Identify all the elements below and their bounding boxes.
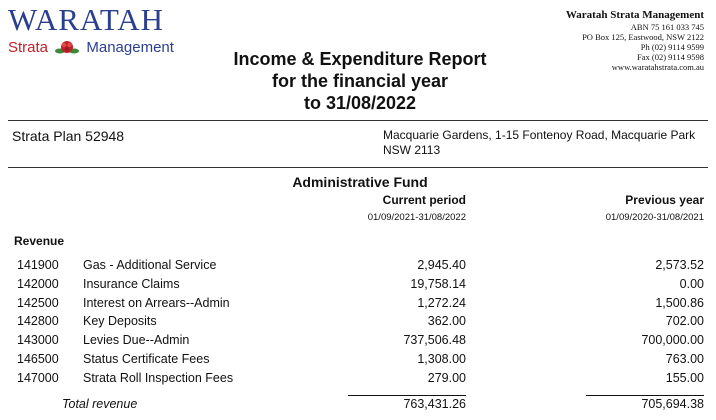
previous-amount: 2,573.52 bbox=[655, 258, 704, 272]
table-row bbox=[0, 256, 716, 275]
table-row bbox=[0, 350, 716, 369]
waratah-flower-icon bbox=[54, 39, 80, 55]
report-title-line-1: Income & Expenditure Report bbox=[233, 49, 487, 69]
account-code: 141900 bbox=[17, 258, 59, 272]
revenue-table bbox=[0, 256, 716, 388]
strata-plan-address: Macquarie Gardens, 1-15 Fontenoy Road, Macquarie Park NSW 2113 bbox=[383, 128, 696, 157]
account-description: Status Certificate Fees bbox=[83, 351, 210, 366]
logo-strata-text: Strata bbox=[8, 39, 49, 56]
account-code: 142800 bbox=[17, 314, 59, 329]
account-code: 143000 bbox=[17, 333, 59, 348]
previous-amount: 0.00 bbox=[679, 276, 704, 291]
company-abn: ABN 75 161 033 745 bbox=[630, 22, 704, 32]
previous-amount: 702.00 bbox=[665, 314, 704, 329]
company-logo bbox=[8, 4, 178, 59]
table-row bbox=[0, 294, 716, 313]
account-code: 146500 bbox=[17, 351, 59, 366]
account-description: Key Deposits bbox=[83, 314, 157, 329]
report-title bbox=[210, 48, 510, 114]
account-description: Insurance Claims bbox=[83, 276, 180, 291]
report-title-line-2: for the financial year bbox=[271, 71, 449, 91]
account-code: 142500 bbox=[17, 295, 59, 310]
table-row bbox=[0, 312, 716, 331]
previous-total-rule bbox=[586, 395, 704, 396]
current-amount: 362.00 bbox=[427, 314, 466, 329]
header-divider bbox=[8, 120, 708, 121]
company-details bbox=[484, 9, 704, 72]
total-revenue-previous: 705,694.38 bbox=[641, 397, 704, 411]
current-amount: 2,945.40 bbox=[417, 258, 466, 272]
previous-amount: 763.00 bbox=[665, 351, 704, 366]
table-row bbox=[0, 331, 716, 350]
current-period-header: Current period bbox=[382, 193, 466, 207]
account-code: 147000 bbox=[17, 370, 59, 385]
company-po-box: PO Box 125, Eastwood, NSW 2122 bbox=[582, 32, 704, 42]
account-description: Interest on Arrears--Admin bbox=[83, 295, 230, 310]
account-description: Gas - Additional Service bbox=[83, 258, 217, 272]
current-total-rule bbox=[348, 395, 466, 396]
current-amount: 737,506.48 bbox=[403, 333, 466, 348]
previous-amount: 700,000.00 bbox=[641, 333, 704, 348]
previous-year-header: Previous year bbox=[625, 193, 704, 207]
company-name: Waratah Strata Management bbox=[565, 9, 704, 21]
current-amount: 1,272.24 bbox=[417, 295, 466, 310]
previous-year-dates: 01/09/2020-31/08/2021 bbox=[605, 212, 704, 223]
plan-divider bbox=[8, 167, 708, 168]
fund-title: Administrative Fund bbox=[292, 174, 428, 190]
logo-subtitle bbox=[8, 39, 174, 57]
total-revenue-label: Total revenue bbox=[62, 397, 138, 411]
current-amount: 19,758.14 bbox=[410, 276, 466, 291]
current-period-dates: 01/09/2021-31/08/2022 bbox=[367, 212, 466, 223]
current-amount: 1,308.00 bbox=[417, 351, 466, 366]
report-title-line-3: to 31/08/2022 bbox=[303, 93, 417, 113]
logo-management-text: Management bbox=[86, 39, 174, 56]
account-code: 142000 bbox=[17, 276, 59, 291]
previous-amount: 155.00 bbox=[665, 370, 704, 385]
account-description: Levies Due--Admin bbox=[83, 333, 190, 348]
total-revenue-current: 763,431.26 bbox=[403, 397, 466, 411]
company-fax: Fax (02) 9114 9598 bbox=[637, 52, 704, 62]
company-phone: Ph (02) 9114 9599 bbox=[640, 42, 704, 52]
strata-plan-name: Strata Plan 52948 bbox=[12, 128, 125, 144]
previous-amount: 1,500.86 bbox=[655, 295, 704, 310]
table-row bbox=[0, 275, 716, 294]
account-description: Strata Roll Inspection Fees bbox=[83, 370, 234, 385]
logo-wordmark: WARATAH bbox=[8, 2, 165, 37]
current-amount: 279.00 bbox=[427, 370, 466, 385]
table-row bbox=[0, 369, 716, 388]
revenue-section-label: Revenue bbox=[14, 234, 65, 248]
company-website: www.waratahstrata.com.au bbox=[611, 62, 704, 72]
